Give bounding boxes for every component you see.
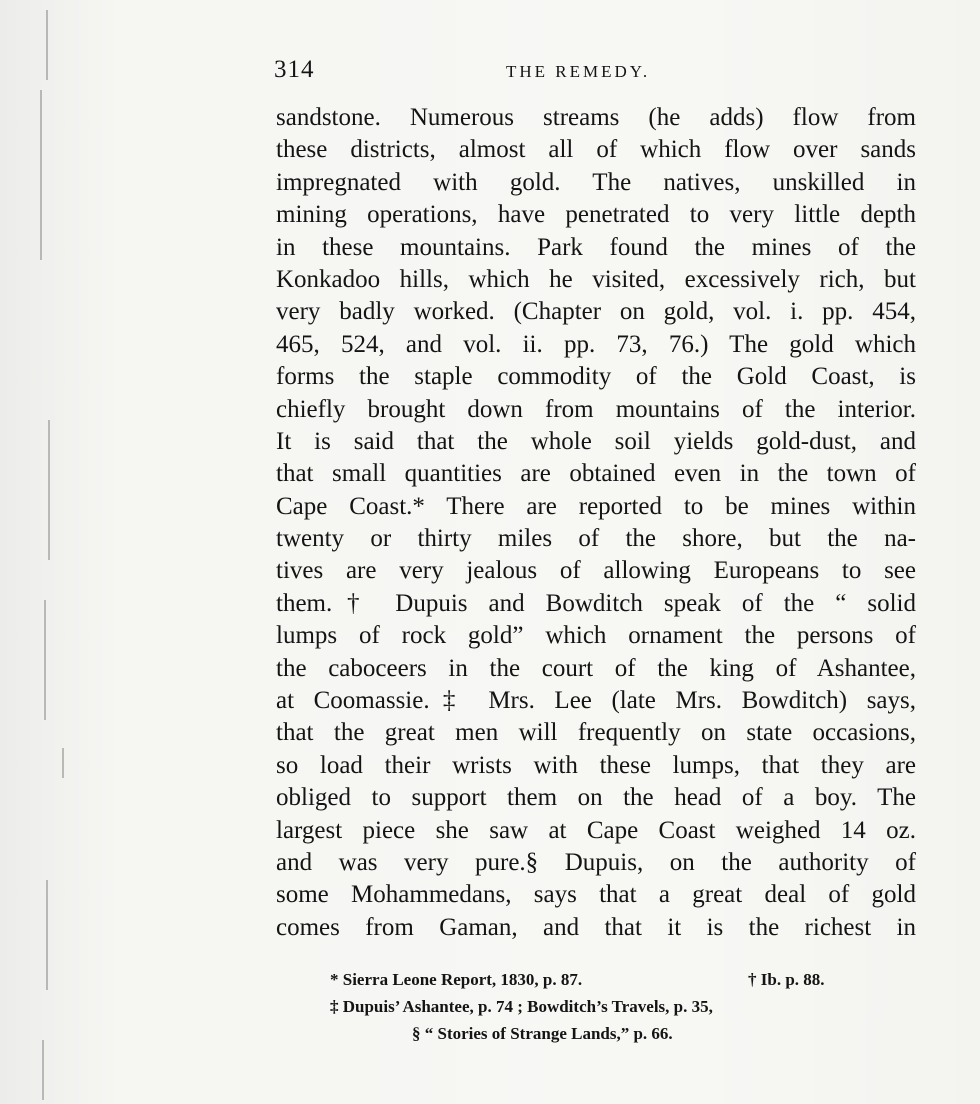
text-line: mining operations, have penetrated to very little depth [276, 201, 916, 229]
footnote-strange-lands: § “ Stories of Strange Lands,” p. 66. [412, 1024, 673, 1043]
text-line: largest piece she saw at Cape Coast weighed 14 oz. [276, 816, 916, 844]
text-line: sandstone. Numerous streams (he adds) flow from [276, 104, 916, 131]
page-header [274, 56, 920, 88]
gutter-shadow-mark [46, 880, 48, 990]
gutter-shadow-mark [62, 748, 64, 778]
text-line: in these mountains. Park found the mines of the [276, 233, 916, 261]
text-line: some Mohammedans, says that a great deal of gold [276, 881, 916, 909]
text-line: tives are very jealous of allowing Europeans to see [276, 557, 916, 585]
gutter-shadow-mark [42, 1040, 44, 1100]
text-line: twenty or thirty miles of the shore, but the na- [276, 525, 916, 553]
footnote-row [300, 1020, 900, 1047]
gutter-shadow-mark [46, 10, 48, 80]
running-title: THE REMEDY. [506, 62, 651, 81]
text-line: Konkadoo hills, which he visited, excessively rich, but [276, 265, 916, 293]
gutter-shadow-mark [44, 600, 46, 720]
text-line: these districts, almost all of which flow over sands [276, 136, 916, 164]
footnote-dupuis-bowditch: ‡ Dupuis’ Ashantee, p. 74 ; Bowditch’s Travels, p. 35, [330, 997, 713, 1016]
footnote-ibid: † Ib. p. 88. [748, 970, 825, 989]
body-paragraph [276, 102, 916, 944]
text-line: that small quantities are obtained even in the town of [276, 460, 916, 488]
text-line: them.† Dupuis and Bowditch speak of the “ solid [276, 589, 916, 617]
text-line: chiefly brought down from mountains of the interior. [276, 395, 916, 423]
text-line: impregnated with gold. The natives, unskilled in [276, 168, 916, 196]
text-line: at Coomassie.‡ Mrs. Lee (late Mrs. Bowditch) says, [276, 687, 916, 715]
text-line: Cape Coast.* There are reported to be mines within [276, 492, 916, 520]
text-line: very badly worked. (Chapter on gold, vol. i. pp. 454, [276, 298, 916, 326]
footnotes [300, 966, 900, 1047]
text-line: obliged to support them on the head of a boy. The [276, 784, 916, 812]
text-line: the caboceers in the court of the king of Ashantee, [276, 654, 916, 682]
footnote-sierra-leone: * Sierra Leone Report, 1830, p. 87. [330, 970, 583, 989]
gutter-shadow-mark [48, 420, 50, 560]
text-line: comes from Gaman, and that it is the richest in [276, 913, 916, 941]
text-line: forms the staple commodity of the Gold Coast, is [276, 363, 916, 391]
text-line: and was very pure.§ Dupuis, on the authority of [276, 848, 916, 876]
page-number: 314 [274, 56, 315, 83]
footnote-row [300, 966, 900, 993]
text-line: so load their wrists with these lumps, that they are [276, 751, 916, 779]
gutter-shadow-mark [40, 90, 42, 260]
text-line: 465, 524, and vol. ii. pp. 73, 76.) The gold which [276, 330, 916, 358]
text-line: lumps of rock gold” which ornament the persons of [276, 622, 916, 650]
footnote-row [300, 993, 900, 1020]
text-line: that the great men will frequently on state occasions, [276, 719, 916, 747]
text-line: It is said that the whole soil yields gold-dust, and [276, 427, 916, 455]
